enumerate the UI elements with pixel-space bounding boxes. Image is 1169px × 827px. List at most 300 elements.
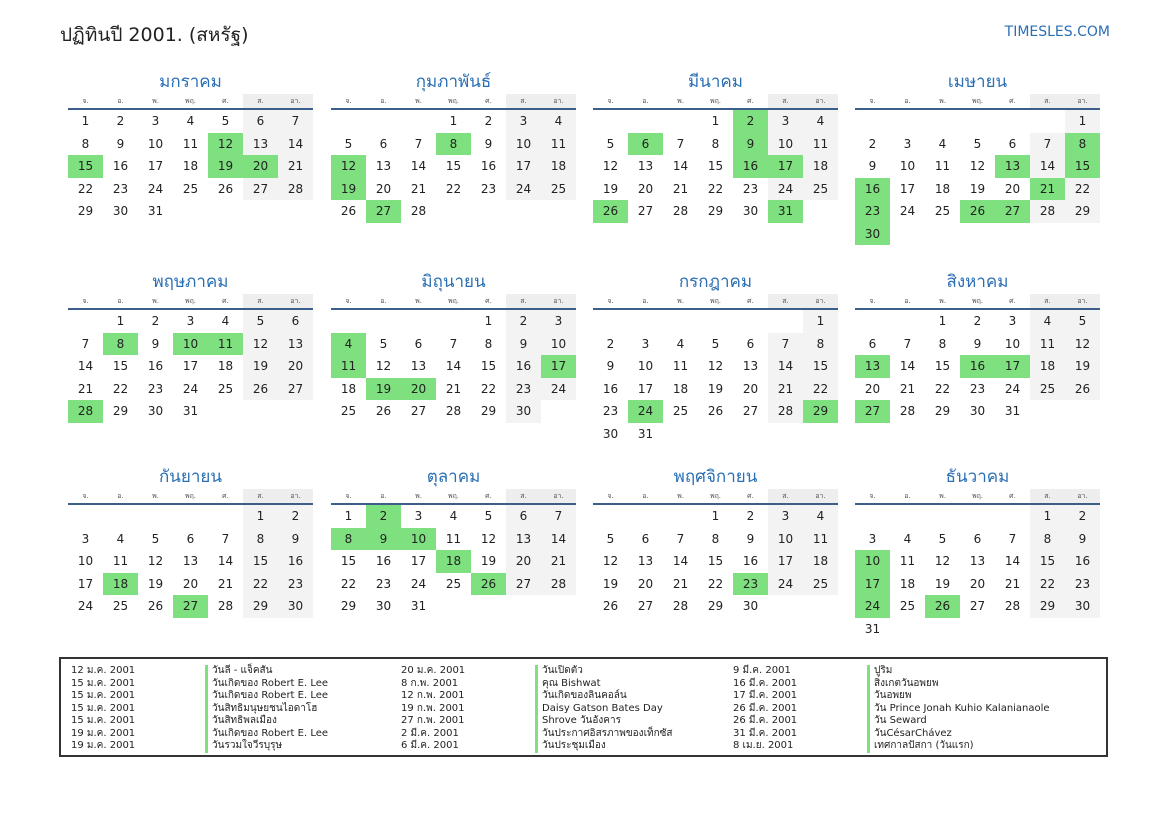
day-cell[interactable]: 4	[116, 531, 125, 546]
day-cell[interactable]: 23	[602, 404, 619, 418]
day-cell[interactable]: 29	[1065, 200, 1100, 223]
holiday-day-cell[interactable]: 10	[401, 528, 436, 551]
day-cell[interactable]: 12	[1065, 333, 1100, 356]
day-cell[interactable]: 27	[637, 204, 654, 218]
day-cell[interactable]: 15	[803, 355, 838, 378]
day-cell[interactable]: 25	[340, 404, 357, 418]
day-cell[interactable]: 30	[742, 204, 759, 218]
day-cell[interactable]: 24	[899, 204, 916, 218]
day-cell[interactable]: 29	[480, 404, 497, 418]
day-cell[interactable]: 2	[484, 114, 493, 128]
day-cell[interactable]: 1	[1030, 505, 1065, 528]
day-cell[interactable]: 25	[182, 181, 199, 196]
day-cell[interactable]: 26	[147, 599, 164, 613]
day-cell[interactable]: 28	[217, 599, 234, 613]
day-cell[interactable]: 5	[938, 531, 947, 546]
day-cell[interactable]: 15	[1030, 550, 1065, 573]
day-cell[interactable]: 18	[803, 550, 838, 573]
holiday-day-cell[interactable]: 13	[995, 155, 1030, 178]
day-cell[interactable]: 26	[243, 378, 278, 401]
day-cell[interactable]: 4	[803, 110, 838, 133]
day-cell[interactable]: 6	[1008, 136, 1017, 151]
day-cell[interactable]: 29	[77, 204, 94, 218]
day-cell[interactable]: 11	[803, 528, 838, 551]
day-cell[interactable]: 5	[344, 136, 353, 151]
day-cell[interactable]: 19	[602, 181, 619, 196]
day-cell[interactable]: 26	[217, 181, 234, 196]
day-cell[interactable]: 26	[707, 404, 724, 418]
holiday-day-cell[interactable]: 17	[855, 573, 890, 596]
day-cell[interactable]: 28	[541, 573, 576, 596]
day-cell[interactable]: 4	[938, 136, 947, 151]
holiday-day-cell[interactable]: 2	[733, 110, 768, 133]
day-cell[interactable]: 18	[672, 381, 689, 396]
day-cell[interactable]: 9	[151, 336, 160, 351]
day-cell[interactable]: 25	[541, 178, 576, 201]
day-cell[interactable]: 31	[410, 599, 427, 613]
holiday-day-cell[interactable]: 9	[366, 528, 401, 551]
day-cell[interactable]: 6	[278, 310, 313, 333]
day-cell[interactable]: 16	[506, 355, 541, 378]
day-cell[interactable]: 13	[637, 554, 654, 568]
day-cell[interactable]: 5	[379, 336, 388, 351]
day-cell[interactable]: 3	[541, 310, 576, 333]
day-cell[interactable]: 6	[414, 336, 423, 351]
day-cell[interactable]: 1	[81, 114, 90, 128]
day-cell[interactable]: 13	[637, 159, 654, 173]
day-cell[interactable]: 29	[707, 599, 724, 613]
day-cell[interactable]: 28	[1030, 200, 1065, 223]
day-cell[interactable]: 18	[1030, 355, 1065, 378]
day-cell[interactable]: 14	[672, 159, 689, 173]
day-cell[interactable]: 21	[217, 576, 234, 591]
holiday-day-cell[interactable]: 27	[995, 200, 1030, 223]
holiday-day-cell[interactable]: 15	[68, 155, 103, 178]
day-cell[interactable]: 3	[768, 110, 803, 133]
holiday-day-cell[interactable]: 31	[768, 200, 803, 223]
holiday-day-cell[interactable]: 20	[401, 378, 436, 401]
day-cell[interactable]: 13	[278, 333, 313, 356]
day-cell[interactable]: 5	[221, 114, 230, 128]
holiday-day-cell[interactable]: 15	[1065, 155, 1100, 178]
holiday-day-cell[interactable]: 17	[768, 155, 803, 178]
day-cell[interactable]: 24	[541, 378, 576, 401]
day-cell[interactable]: 30	[278, 595, 313, 618]
day-cell[interactable]: 15	[112, 359, 129, 373]
day-cell[interactable]: 26	[602, 599, 619, 613]
holiday-day-cell[interactable]: 9	[733, 133, 768, 156]
day-cell[interactable]: 24	[768, 573, 803, 596]
holiday-day-cell[interactable]: 8	[1065, 133, 1100, 156]
day-cell[interactable]: 5	[1065, 310, 1100, 333]
day-cell[interactable]: 11	[934, 159, 951, 173]
day-cell[interactable]: 1	[1065, 110, 1100, 133]
day-cell[interactable]: 29	[243, 595, 278, 618]
holiday-day-cell[interactable]: 8	[103, 333, 138, 356]
day-cell[interactable]: 22	[243, 573, 278, 596]
day-cell[interactable]: 3	[81, 531, 90, 546]
day-cell[interactable]: 28	[672, 599, 689, 613]
day-cell[interactable]: 11	[803, 133, 838, 156]
day-cell[interactable]: 25	[934, 204, 951, 218]
day-cell[interactable]: 11	[672, 359, 689, 373]
day-cell[interactable]: 30	[969, 404, 986, 418]
day-cell[interactable]: 25	[899, 599, 916, 613]
day-cell[interactable]: 2	[973, 314, 982, 328]
day-cell[interactable]: 8	[81, 136, 90, 151]
day-cell[interactable]: 19	[1065, 355, 1100, 378]
day-cell[interactable]: 13	[182, 554, 199, 568]
day-cell[interactable]: 3	[903, 136, 912, 151]
day-cell[interactable]: 19	[480, 554, 497, 568]
day-cell[interactable]: 14	[1030, 155, 1065, 178]
holiday-day-cell[interactable]: 19	[331, 178, 366, 201]
day-cell[interactable]: 11	[112, 554, 129, 568]
day-cell[interactable]: 10	[768, 528, 803, 551]
day-cell[interactable]: 3	[641, 336, 650, 351]
day-cell[interactable]: 14	[445, 359, 462, 373]
day-cell[interactable]: 12	[243, 333, 278, 356]
day-cell[interactable]: 2	[746, 509, 755, 523]
day-cell[interactable]: 29	[340, 599, 357, 613]
day-cell[interactable]: 8	[803, 333, 838, 356]
day-cell[interactable]: 1	[344, 509, 353, 523]
day-cell[interactable]: 17	[410, 554, 427, 568]
day-cell[interactable]: 7	[768, 333, 803, 356]
day-cell[interactable]: 19	[602, 576, 619, 591]
day-cell[interactable]: 4	[903, 531, 912, 546]
day-cell[interactable]: 9	[278, 528, 313, 551]
day-cell[interactable]: 2	[606, 336, 615, 351]
day-cell[interactable]: 17	[147, 159, 164, 173]
day-cell[interactable]: 28	[899, 404, 916, 418]
day-cell[interactable]: 16	[742, 554, 759, 568]
day-cell[interactable]: 9	[868, 159, 877, 173]
day-cell[interactable]: 1	[116, 314, 125, 328]
day-cell[interactable]: 7	[1030, 133, 1065, 156]
day-cell[interactable]: 6	[243, 110, 278, 133]
day-cell[interactable]: 20	[375, 181, 392, 196]
day-cell[interactable]: 3	[506, 110, 541, 133]
day-cell[interactable]: 20	[506, 550, 541, 573]
day-cell[interactable]: 27	[278, 378, 313, 401]
day-cell[interactable]: 22	[707, 576, 724, 591]
day-cell[interactable]: 16	[147, 359, 164, 373]
day-cell[interactable]: 30	[1065, 595, 1100, 618]
day-cell[interactable]: 31	[637, 426, 654, 441]
day-cell[interactable]: 18	[182, 159, 199, 173]
day-cell[interactable]: 31	[1004, 404, 1021, 418]
day-cell[interactable]: 1	[243, 505, 278, 528]
day-cell[interactable]: 30	[375, 599, 392, 613]
day-cell[interactable]: 16	[602, 381, 619, 396]
day-cell[interactable]: 1	[711, 509, 720, 523]
day-cell[interactable]: 11	[899, 554, 916, 568]
day-cell[interactable]: 22	[340, 576, 357, 591]
day-cell[interactable]: 31	[182, 404, 199, 418]
day-cell[interactable]: 10	[541, 333, 576, 356]
day-cell[interactable]: 9	[973, 336, 982, 351]
site-link[interactable]: TIMESLES.COM	[1004, 24, 1110, 40]
holiday-day-cell[interactable]: 24	[855, 595, 890, 618]
day-cell[interactable]: 11	[445, 531, 462, 546]
day-cell[interactable]: 6	[746, 336, 755, 351]
holiday-day-cell[interactable]: 11	[331, 355, 366, 378]
day-cell[interactable]: 18	[934, 181, 951, 196]
holiday-day-cell[interactable]: 26	[593, 200, 628, 223]
holiday-day-cell[interactable]: 28	[68, 400, 103, 423]
day-cell[interactable]: 7	[676, 136, 685, 151]
day-cell[interactable]: 29	[1030, 595, 1065, 618]
day-cell[interactable]: 13	[375, 159, 392, 173]
holiday-day-cell[interactable]: 8	[331, 528, 366, 551]
day-cell[interactable]: 12	[934, 554, 951, 568]
day-cell[interactable]: 19	[934, 576, 951, 591]
holiday-day-cell[interactable]: 26	[471, 573, 506, 596]
day-cell[interactable]: 26	[340, 204, 357, 218]
day-cell[interactable]: 7	[278, 110, 313, 133]
holiday-day-cell[interactable]: 6	[628, 133, 663, 156]
day-cell[interactable]: 23	[480, 181, 497, 196]
day-cell[interactable]: 14	[768, 355, 803, 378]
day-cell[interactable]: 15	[934, 359, 951, 373]
holiday-day-cell[interactable]: 20	[243, 155, 278, 178]
day-cell[interactable]: 24	[506, 178, 541, 201]
day-cell[interactable]: 14	[77, 359, 94, 373]
day-cell[interactable]: 23	[147, 381, 164, 396]
day-cell[interactable]: 2	[278, 505, 313, 528]
day-cell[interactable]: 31	[864, 621, 881, 636]
day-cell[interactable]: 21	[768, 378, 803, 401]
day-cell[interactable]: 30	[602, 426, 619, 441]
day-cell[interactable]: 20	[637, 576, 654, 591]
day-cell[interactable]: 12	[602, 554, 619, 568]
holiday-day-cell[interactable]: 17	[995, 355, 1030, 378]
day-cell[interactable]: 22	[1065, 178, 1100, 201]
day-cell[interactable]: 27	[410, 404, 427, 418]
day-cell[interactable]: 9	[606, 359, 615, 373]
day-cell[interactable]: 1	[711, 114, 720, 128]
day-cell[interactable]: 10	[1004, 336, 1021, 351]
day-cell[interactable]: 10	[899, 159, 916, 173]
day-cell[interactable]: 4	[449, 509, 458, 523]
day-cell[interactable]: 3	[151, 114, 160, 128]
day-cell[interactable]: 14	[410, 159, 427, 173]
day-cell[interactable]: 23	[375, 576, 392, 591]
day-cell[interactable]: 5	[151, 531, 160, 546]
day-cell[interactable]: 12	[602, 159, 619, 173]
holiday-day-cell[interactable]: 19	[366, 378, 401, 401]
holiday-day-cell[interactable]: 10	[173, 333, 208, 356]
day-cell[interactable]: 10	[768, 133, 803, 156]
day-cell[interactable]: 9	[746, 531, 755, 546]
day-cell[interactable]: 28	[278, 178, 313, 201]
day-cell[interactable]: 22	[112, 381, 129, 396]
day-cell[interactable]: 16	[1065, 550, 1100, 573]
holiday-day-cell[interactable]: 26	[925, 595, 960, 618]
day-cell[interactable]: 20	[742, 381, 759, 396]
day-cell[interactable]: 28	[672, 204, 689, 218]
day-cell[interactable]: 18	[340, 381, 357, 396]
day-cell[interactable]: 11	[541, 133, 576, 156]
day-cell[interactable]: 16	[375, 554, 392, 568]
day-cell[interactable]: 5	[484, 509, 493, 523]
day-cell[interactable]: 11	[182, 136, 199, 151]
day-cell[interactable]: 21	[541, 550, 576, 573]
day-cell[interactable]: 8	[938, 336, 947, 351]
holiday-day-cell[interactable]: 12	[331, 155, 366, 178]
day-cell[interactable]: 9	[506, 333, 541, 356]
day-cell[interactable]: 26	[1065, 378, 1100, 401]
day-cell[interactable]: 15	[480, 359, 497, 373]
day-cell[interactable]: 20	[182, 576, 199, 591]
day-cell[interactable]: 21	[278, 155, 313, 178]
day-cell[interactable]: 31	[147, 204, 164, 218]
day-cell[interactable]: 23	[278, 573, 313, 596]
holiday-day-cell[interactable]: 26	[960, 200, 995, 223]
day-cell[interactable]: 25	[672, 404, 689, 418]
day-cell[interactable]: 4	[1030, 310, 1065, 333]
holiday-day-cell[interactable]: 11	[208, 333, 243, 356]
day-cell[interactable]: 14	[672, 554, 689, 568]
day-cell[interactable]: 7	[449, 336, 458, 351]
day-cell[interactable]: 12	[480, 531, 497, 546]
holiday-day-cell[interactable]: 18	[436, 550, 471, 573]
holiday-day-cell[interactable]: 21	[1030, 178, 1065, 201]
day-cell[interactable]: 20	[1004, 181, 1021, 196]
day-cell[interactable]: 12	[147, 554, 164, 568]
day-cell[interactable]: 3	[414, 509, 423, 523]
day-cell[interactable]: 25	[803, 573, 838, 596]
day-cell[interactable]: 6	[506, 505, 541, 528]
day-cell[interactable]: 20	[637, 181, 654, 196]
day-cell[interactable]: 13	[742, 359, 759, 373]
day-cell[interactable]: 29	[707, 204, 724, 218]
holiday-day-cell[interactable]: 24	[628, 400, 663, 423]
day-cell[interactable]: 21	[77, 381, 94, 396]
holiday-day-cell[interactable]: 17	[541, 355, 576, 378]
day-cell[interactable]: 15	[445, 159, 462, 173]
day-cell[interactable]: 12	[375, 359, 392, 373]
day-cell[interactable]: 13	[243, 133, 278, 156]
day-cell[interactable]: 21	[672, 576, 689, 591]
day-cell[interactable]: 21	[1004, 576, 1021, 591]
holiday-day-cell[interactable]: 30	[855, 223, 890, 246]
day-cell[interactable]: 25	[803, 178, 838, 201]
day-cell[interactable]: 24	[768, 178, 803, 201]
holiday-day-cell[interactable]: 29	[803, 400, 838, 423]
day-cell[interactable]: 24	[77, 599, 94, 613]
day-cell[interactable]: 5	[243, 310, 278, 333]
day-cell[interactable]: 16	[480, 159, 497, 173]
day-cell[interactable]: 17	[77, 576, 94, 591]
day-cell[interactable]: 2	[506, 310, 541, 333]
holiday-day-cell[interactable]: 10	[855, 550, 890, 573]
day-cell[interactable]: 19	[147, 576, 164, 591]
day-cell[interactable]: 18	[899, 576, 916, 591]
day-cell[interactable]: 3	[768, 505, 803, 528]
day-cell[interactable]: 5	[606, 531, 615, 546]
day-cell[interactable]: 2	[116, 114, 125, 128]
day-cell[interactable]: 17	[637, 381, 654, 396]
day-cell[interactable]: 27	[742, 404, 759, 418]
day-cell[interactable]: 7	[676, 531, 685, 546]
day-cell[interactable]: 23	[112, 181, 129, 196]
day-cell[interactable]: 15	[707, 159, 724, 173]
day-cell[interactable]: 22	[1030, 573, 1065, 596]
day-cell[interactable]: 2	[868, 136, 877, 151]
holiday-day-cell[interactable]: 27	[855, 400, 890, 423]
day-cell[interactable]: 16	[278, 550, 313, 573]
day-cell[interactable]: 15	[340, 554, 357, 568]
day-cell[interactable]: 27	[243, 178, 278, 201]
day-cell[interactable]: 21	[672, 181, 689, 196]
day-cell[interactable]: 19	[969, 181, 986, 196]
day-cell[interactable]: 23	[742, 181, 759, 196]
day-cell[interactable]: 3	[868, 531, 877, 546]
day-cell[interactable]: 19	[707, 381, 724, 396]
holiday-day-cell[interactable]: 19	[208, 155, 243, 178]
day-cell[interactable]: 22	[77, 181, 94, 196]
day-cell[interactable]: 17	[506, 155, 541, 178]
day-cell[interactable]: 3	[1008, 314, 1017, 328]
day-cell[interactable]: 24	[147, 181, 164, 196]
day-cell[interactable]: 12	[707, 359, 724, 373]
day-cell[interactable]: 21	[410, 181, 427, 196]
day-cell[interactable]: 17	[899, 181, 916, 196]
day-cell[interactable]: 14	[899, 359, 916, 373]
day-cell[interactable]: 8	[711, 136, 720, 151]
day-cell[interactable]: 5	[606, 136, 615, 151]
day-cell[interactable]: 25	[112, 599, 129, 613]
day-cell[interactable]: 22	[480, 381, 497, 396]
day-cell[interactable]: 14	[541, 528, 576, 551]
day-cell[interactable]: 13	[410, 359, 427, 373]
day-cell[interactable]: 1	[803, 310, 838, 333]
day-cell[interactable]: 29	[934, 404, 951, 418]
day-cell[interactable]: 10	[506, 133, 541, 156]
day-cell[interactable]: 3	[186, 314, 195, 328]
day-cell[interactable]: 9	[1065, 528, 1100, 551]
day-cell[interactable]: 30	[147, 404, 164, 418]
day-cell[interactable]: 9	[484, 136, 493, 151]
day-cell[interactable]: 18	[803, 155, 838, 178]
day-cell[interactable]: 6	[973, 531, 982, 546]
day-cell[interactable]: 28	[445, 404, 462, 418]
day-cell[interactable]: 25	[1030, 378, 1065, 401]
day-cell[interactable]: 11	[1030, 333, 1065, 356]
day-cell[interactable]: 7	[414, 136, 423, 151]
day-cell[interactable]: 5	[711, 336, 720, 351]
day-cell[interactable]: 21	[445, 381, 462, 396]
day-cell[interactable]: 30	[112, 204, 129, 218]
day-cell[interactable]: 4	[676, 336, 685, 351]
day-cell[interactable]: 8	[1030, 528, 1065, 551]
day-cell[interactable]: 24	[1004, 381, 1021, 396]
day-cell[interactable]: 7	[903, 336, 912, 351]
day-cell[interactable]: 8	[484, 336, 493, 351]
holiday-day-cell[interactable]: 2	[366, 505, 401, 528]
day-cell[interactable]: 28	[1004, 599, 1021, 613]
day-cell[interactable]: 30	[742, 599, 759, 613]
day-cell[interactable]: 21	[899, 381, 916, 396]
holiday-day-cell[interactable]: 23	[733, 573, 768, 596]
day-cell[interactable]: 15	[243, 550, 278, 573]
day-cell[interactable]: 27	[637, 599, 654, 613]
day-cell[interactable]: 20	[278, 355, 313, 378]
day-cell[interactable]: 29	[112, 404, 129, 418]
day-cell[interactable]: 8	[711, 531, 720, 546]
